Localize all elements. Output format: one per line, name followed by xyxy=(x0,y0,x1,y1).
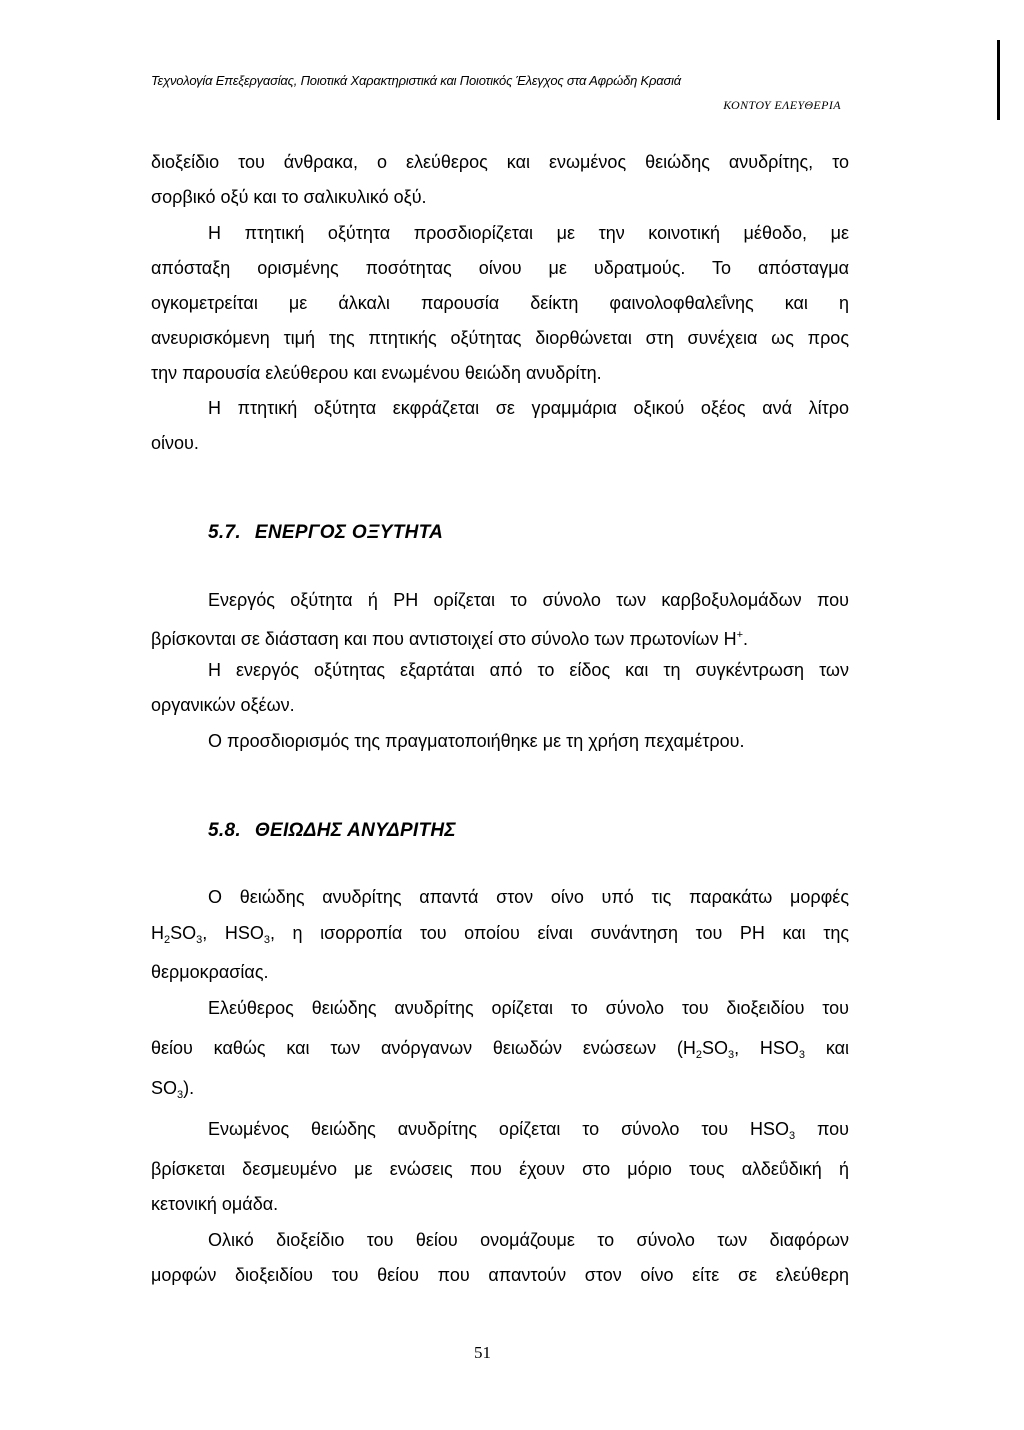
body-line: κετονική ομάδα. xyxy=(151,1194,279,1214)
body-line: βρίσκονται σε διάσταση και που αντιστοιχεί στο σύνολο των πρωτονίων Η+. xyxy=(151,629,749,649)
body-line: μορφών διοξειδίου του θείου που απαντούν στον οίνο είτε σε ελεύθερη xyxy=(151,1265,849,1285)
body-line: απόσταξη ορισμένης ποσότητας οίνου με υδρατμούς. Το απόσταγμα xyxy=(151,258,849,278)
body-line: Ενεργός οξύτητα ή PH ορίζεται το σύνολο των καρβοξυλομάδων που xyxy=(208,590,849,610)
body-line: $H_2SO_3$, $HSO_3$, η ισορροπία του οποίου είναι συνάντηση του PH και της xyxy=(151,923,849,946)
section-number: 5.8. xyxy=(208,820,241,841)
body-line: θείου καθώς και των ανόργανων θειωδών ενώσεων ($H_2SO_3$, $HSO_3$ και xyxy=(151,1038,850,1061)
body-line: οργανικών οξέων. xyxy=(151,695,295,715)
body-line: Ο προσδιορισμός της πραγματοποιήθηκε με τη χρήση πεχαμέτρου. xyxy=(208,731,745,751)
body-line: βρίσκεται δεσμευμένο με ενώσεις που έχουν στο μόριο τους αλδεΰδική ή xyxy=(151,1159,849,1179)
body-line: Η ενεργός οξύτητας εξαρτάται από το είδος και τη συγκέντρωση των xyxy=(208,660,849,680)
running-header-author: ΚΟΝΤΟΥ ΕΛΕΥΘΕΡΙΑ xyxy=(723,98,841,112)
body-line: $SO_3$). xyxy=(151,1078,195,1101)
body-line: οίνου. xyxy=(151,433,199,453)
body-line: Η πτητική οξύτητα προσδιορίζεται με την κοινοτική μέθοδο, με xyxy=(208,223,849,243)
superscript: + xyxy=(736,629,744,641)
section-number: 5.7. xyxy=(208,522,241,543)
body-line: Ολικό διοξείδιο του θείου ονομάζουμε το σύνολο των διαφόρων xyxy=(208,1230,849,1250)
body-line: ογκομετρείται με άλκαλι παρουσία δείκτη φαινολοφθαλεΐνης και η xyxy=(151,293,849,313)
scan-edge-line xyxy=(997,40,1000,120)
page-number: 51 xyxy=(474,1343,491,1362)
section-heading-5-8 xyxy=(208,820,456,842)
body-line: Ενωμένος θειώδης ανυδρίτης ορίζεται το σύνολο του $HSO_3$ που xyxy=(208,1119,849,1142)
body-line: Ο θειώδης ανυδρίτης απαντά στον οίνο υπό τις παρακάτω μορφές xyxy=(208,887,849,907)
body-line: την παρουσία ελεύθερου και ενωμένου θειώδη ανυδρίτη. xyxy=(151,363,602,383)
body-line: σορβικό οξύ και το σαλικυλικό οξύ. xyxy=(151,187,427,207)
body-line: Ελεύθερος θειώδης ανυδρίτης ορίζεται το σύνολο του διοξειδίου του xyxy=(208,998,849,1018)
section-title: ΘΕΙΩΔΗΣ ΑΝΥΔΡΙΤΗΣ xyxy=(254,820,456,841)
body-line: θερμοκρασίας. xyxy=(151,962,269,982)
section-heading-5-7 xyxy=(208,522,443,544)
body-line: Η πτητική οξύτητα εκφράζεται σε γραμμάρια οξικού οξέος ανά λίτρο xyxy=(208,398,849,418)
body-line: διοξείδιο του άνθρακα, ο ελεύθερος και ενωμένος θειώδης ανυδρίτης, το xyxy=(151,152,849,172)
body-line: ανευρισκόμενη τιμή της πτητικής οξύτητας διορθώνεται στη συνέχεια ως προς xyxy=(151,328,849,348)
section-title: ΕΝΕΡΓΟΣ ΟΞΥΤΗΤΑ xyxy=(254,522,444,543)
running-header-title: Τεχνολογία Επεξεργασίας, Ποιοτικά Χαρακτηριστικά και Ποιοτικός Έλεγχος στα Αφρώδη Κρασιά xyxy=(151,73,682,88)
